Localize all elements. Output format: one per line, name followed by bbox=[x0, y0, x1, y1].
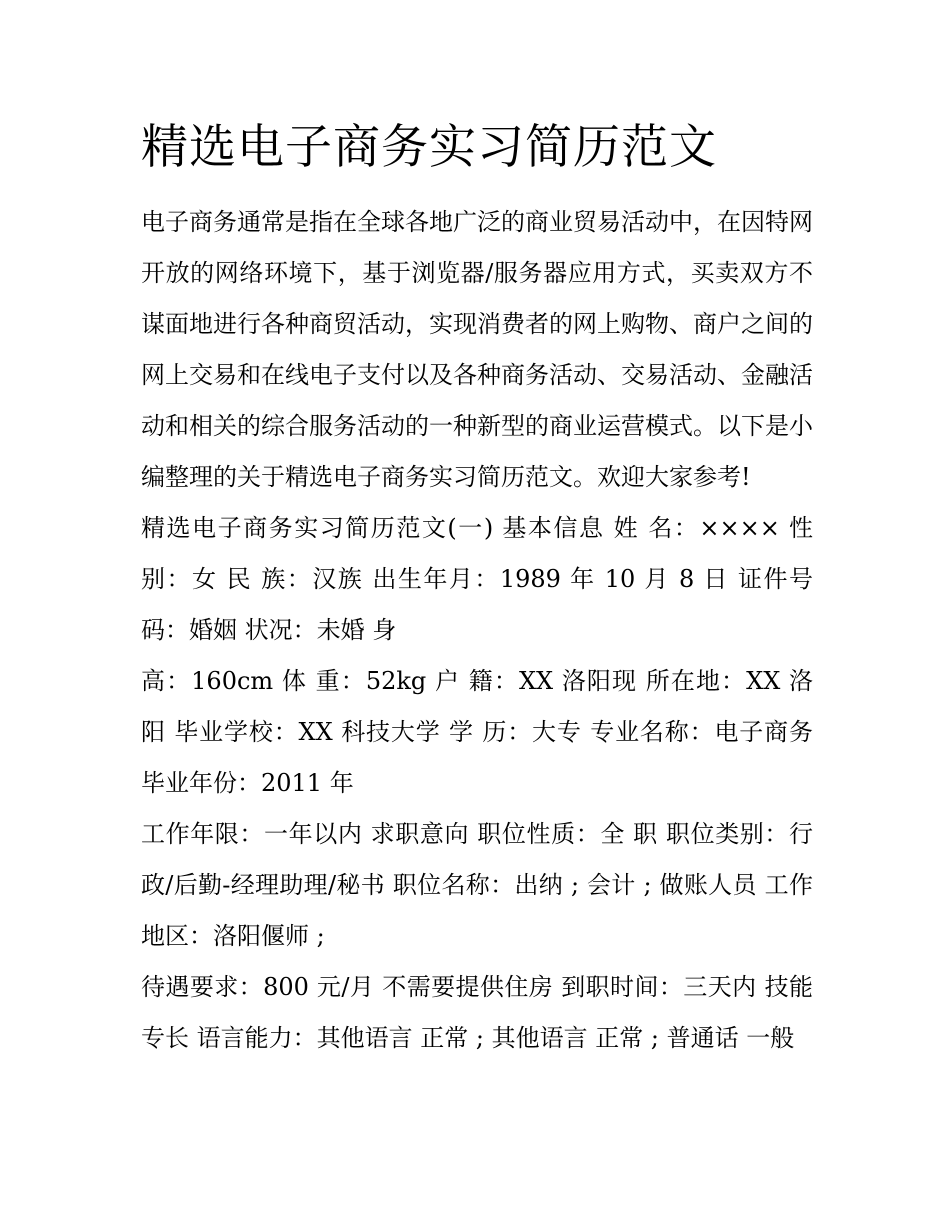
basic-info-paragraph: 精选电子商务实习简历范文(一) 基本信息 姓 名：×××× 性别：女 民 族：汉族 出生年月：1989 年 10 月 8 日 证件号码：婚姻 状况：未婚 身 bbox=[141, 514, 813, 644]
personal-details-paragraph: 高：160cm 体 重：52kg 户 籍：XX 洛阳现 所在地：XX 洛阳 毕业学校：XX 科技大学 学 历：大专 专业名称：电子商务 毕业年份：2011 年 bbox=[141, 667, 813, 797]
intro-paragraph: 电子商务通常是指在全球各地广泛的商业贸易活动中，在因特网开放的网络环境下，基于浏览器/服务器应用方式，买卖双方不谋面地进行各种商贸活动，实现消费者的网上购物、商户之间的网上交易和在线电子支付以及各种商务活动、交易活动、金融活动和相关的综合服务活动的一种新型的商业运营模式。以下是小编整理的关于精选电子商务实习简历范文。欢迎大家参考! bbox=[141, 208, 813, 491]
salary-skills-paragraph: 待遇要求：800 元/月 不需要提供住房 到职时间：三天内 技能专长 语言能力：其他语言 正常 ; 其他语言 正常 ; 普通话 一般 bbox=[141, 973, 813, 1052]
document-body bbox=[141, 197, 813, 1064]
document-title: 精选电子商务实习简历范文 bbox=[141, 120, 717, 175]
job-intention-paragraph: 工作年限：一年以内 求职意向 职位性质：全 职 职位类别：行政/后勤-经理助理/秘书 职位名称：出纳 ; 会计 ; 做账人员 工作地区：洛阳偃师 ; bbox=[141, 820, 813, 950]
